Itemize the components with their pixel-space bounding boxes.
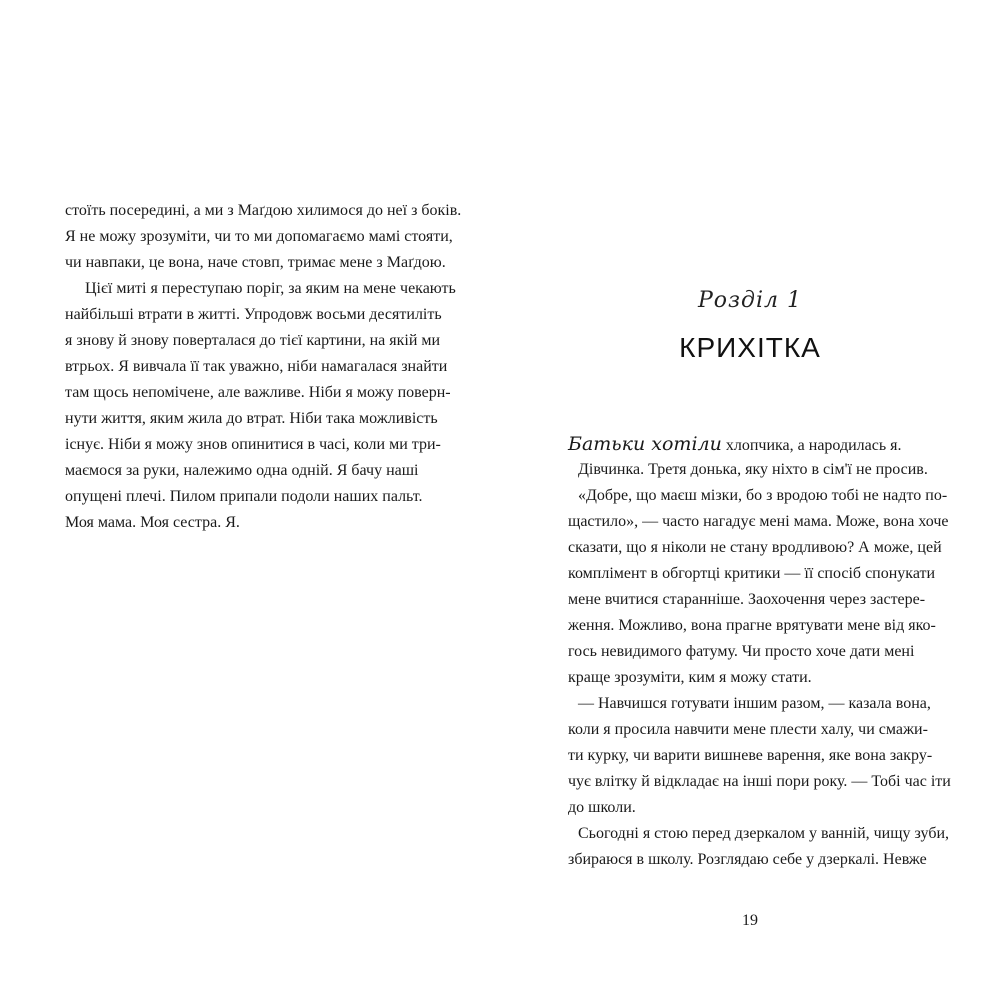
text-line: — Навчишся готувати іншим разом, — казала вона, — [578, 695, 931, 712]
text-line: мене вчитися старанніше. Заохочення через застере- — [568, 591, 926, 608]
text-line: опущені плечі. Пилом припали подоли наших пальт. — [65, 488, 423, 505]
page-number: 19 — [742, 912, 758, 929]
text-line: стоїть посередині, а ми з Маґдою хилимося до неї з боків. — [65, 202, 462, 219]
text-line: маємося за руки, належимо одна одній. Я бачу наші — [65, 462, 419, 479]
opening-line — [568, 434, 902, 456]
opening-words: Батьки хотіли — [568, 433, 722, 455]
text-line: найбільші втрати в житті. Упродовж восьми десятиліть — [65, 306, 442, 323]
text-line: там щось непомічене, але важливе. Ніби я можу поверн- — [65, 384, 451, 401]
chapter-label: Розділ 1 — [697, 288, 803, 313]
opening-line-rest: хлопчика, а народилась я. — [721, 437, 902, 454]
text-line: Цієї миті я переступаю поріг, за яким на мене чекають — [85, 280, 456, 297]
right-page — [500, 0, 1000, 1000]
text-line: до школи. — [568, 799, 636, 816]
text-line: краще зрозуміти, ким я можу стати. — [568, 669, 812, 686]
text-line: Моя мама. Моя сестра. Я. — [65, 514, 240, 531]
chapter-title: КРИХІТКА — [679, 332, 821, 363]
text-line: існує. Ніби я можу знов опинитися в часі, коли ми три- — [65, 436, 441, 453]
text-line: збираюся в школу. Розглядаю себе у дзеркалі. Невже — [568, 851, 927, 868]
text-line: Сьогодні я стою перед дзеркалом у ванній, чищу зуби, — [578, 825, 950, 842]
text-line: втрьох. Я вивчала її так уважно, ніби намагалася знайти — [65, 358, 448, 375]
text-line: чує влітку й відкладає на інші пори року. — Тобі час іти — [568, 773, 951, 790]
text-line: «Добре, що маєш мізки, бо з вродою тобі не надто по- — [578, 487, 948, 504]
text-line: Я не можу зрозуміти, чи то ми допомагаємо мамі стояти, — [65, 228, 453, 245]
text-line: коли я просила навчити мене плести халу, чи смажи- — [568, 721, 928, 738]
text-line: я знову й знову поверталася до тієї картини, на якій ми — [65, 332, 441, 349]
text-line: ти курку, чи варити вишневе варення, яке вона закру- — [568, 747, 933, 764]
text-line: Дівчинка. Третя донька, яку ніхто в сім'ї не просив. — [578, 461, 928, 478]
text-line: сказати, що я ніколи не стану вродливою? А може, цей — [568, 539, 942, 556]
text-line: ження. Можливо, вона прагне врятувати мене від яко- — [568, 617, 936, 634]
text-line: комплімент в обгортці критики — її спосіб спонукати — [568, 565, 936, 582]
text-line: чи навпаки, це вона, наче стовп, тримає мене з Маґдою. — [65, 254, 446, 271]
text-line: щастило», — часто нагадує мені мама. Може, вона хоче — [568, 513, 949, 530]
text-line: нути життя, яким жила до втрат. Ніби така можливість — [65, 410, 438, 427]
text-line: гось невидимого фатуму. Чи просто хоче дати мені — [568, 643, 915, 660]
